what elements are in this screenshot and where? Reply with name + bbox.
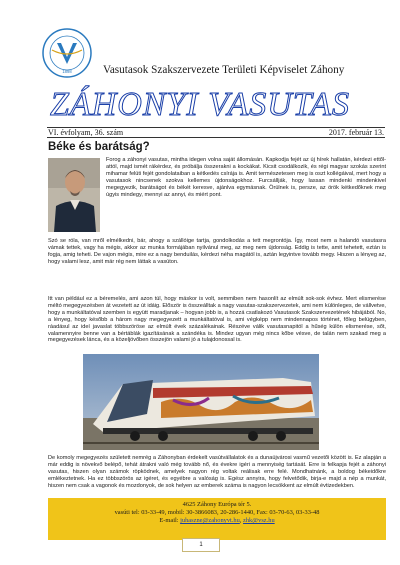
footer-email-line [48,517,386,525]
article-paragraph: Szó se róla, van mről elmélkedni, bár, ahogy a szállóige tartja, gondolkodás a tett megrontója. Így, most nem a halandó vasutasra vámak tettek, vagy ha mégis, akkor az munka formájában nyilvánul meg, az meg nem újdonság. Eddig is tette, amit tehetett, eztán is fogja, amig teheti. De vajon mégis, mire ez a nagy benduilás, kérdezi néha magától is, aztán legyintve tovább megy. Hiszen a lényeg az, hogy valami lesz, amit már rég nem láttak a vasúton. [48,238,386,265]
article-paragraph: Itt van például ez a béremelés, ami azon túl, hogy máskor is volt, semmiben nem hasonlít az elmúlt sok-sok évhez. Mert elismerése méltó megegyezésben át vezetett az út idáig. Először is összeálltak a nagy vasutas-szakszervezetek, ami nem különleges, de vállvetve, hogy a munkáltatóval szemben is együtt maradjanak – hogyan jobb is, a hozzá csatlakozó Vasutasok Szakszervezetének hibájából. No, a lényeg, hogy később a három nagy megegyezett a munkáltatóval is, ami végképp nem mindennapos történet, főleg belügyben, ráadásul az ideí javaslat többszöröse az elmúlt évek százalékainak. Részéve válik vasutasnapitól a hűség külön elismerése, sőt, valamennyire benne van a bértáblák igazításának a szándéka is. Mindez ugyan még nincs kőbe vésve, de talán nem szakad meg a megegyezések lánca, és a közeljövőben összejön valami jó a tulajdonossal is. [48,296,386,344]
article-paragraph: Forog a záhonyi vasutas, mintha idegen volna saját állomásán. Kapkodja fejét az új hírek hallatán, kérdezi ettől-attól, majd ismét rákérdez, és próbálja összerakni a kockákat. Kicsit csodálkozik, és régi magyar szokás szerint mihamar felüti fejét gondolataiban a kétkedés csírája is. Amit természetesen meg is oszt kollégáival, mert hogy a vasutasok nincsenek szokva kellemes újdonságokhoz. Furcsállják, hogy lassan mindenki mindenkivel megegyezik, barátságot és békét keresve, ajánlva egymásnak. Örülnek is, persze, az örök kétkedőknek meg úgyis mindegy, mennyi az annyi, és miért pont. [106,157,386,198]
locomotive-photo [83,354,319,450]
article-paragraph: De komoly megegyezés született nemrég a Záhonyban érdekelt vasútvállalatok és a dunaújvárosi vasmű vezetői között is. Ez alapján a már eddig is növekvő belépő, tehát átrakni való még tovább nő, és évekre igéri a mennyiség tartását. Erre is felkapja fejét a záhonyi vasutas, hiszen olyan számok röpködnek, amelyek nagyon rég voltak reálisak erre felé. Mondhatnánk, a boldog békeidőkre emlékeztetnek. Ha ez többszörös az igéret, és egyébre a valóság is. Egész annyira, hogy felvetődik, birja-e majd a nép a munkát, hiszen nem csak a vagonok és mozdonyok, de sok helyen az emberek száma is nagyon lecsökkent az elmúlt évtizedekben. [48,455,386,489]
svg-text:1898: 1898 [62,69,72,74]
footer-phones: vasúti tel: 03-33-49, mobil: 30-3866083, 20-286-1440, Fax: 03-70-63, 03-33-48 [114,509,320,517]
email-link[interactable]: zhk@vsz.hu [243,517,275,525]
page-number: 1 [182,538,220,552]
issue-number: VI. évfolyam, 36. szám [48,128,124,137]
author-portrait [48,158,100,232]
footer-address: 4625 Záhony Európa tér 5. [182,501,252,508]
union-logo [42,28,92,78]
issue-date: 2017. február 13. [328,128,384,137]
issue-bar [47,127,385,138]
organization-name: Vasutasok Szakszervezete Területi Képviselet Záhony [103,64,345,76]
contact-footer [48,498,386,540]
email-separator: , [239,517,244,525]
masthead-title: ZÁHONYI VASUTAS [50,86,350,123]
email-label: E-mail: [159,517,179,525]
email-link[interactable]: juhaszne@zahonyvt.hu [180,517,240,525]
article-headline: Béke és barátság? [48,141,150,153]
